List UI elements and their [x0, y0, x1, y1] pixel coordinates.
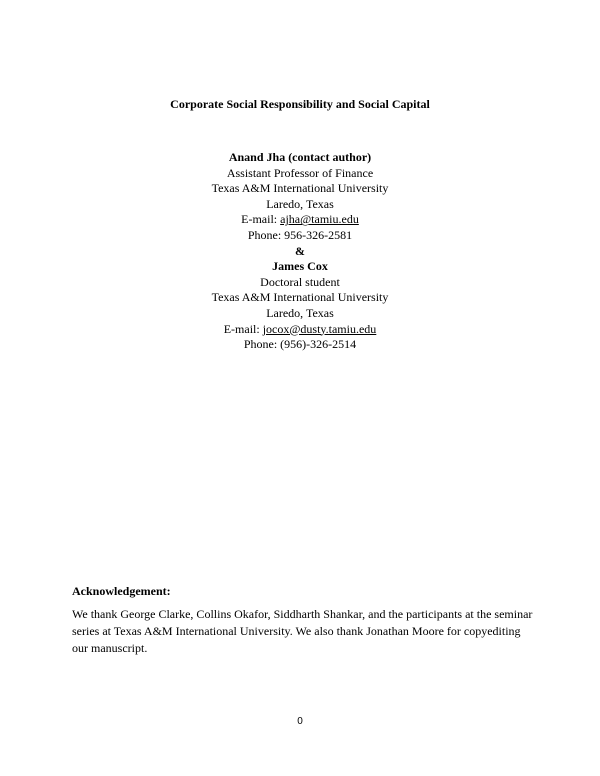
author2-phone: Phone: (956)-326-2514: [243, 337, 357, 352]
acknowledgement-line: series at Texas A&M International University. We also thank Jonathan Moore for copyediting: [72, 624, 521, 638]
author1-location: Laredo, Texas: [266, 196, 334, 211]
acknowledgement-heading: Acknowledgement:: [72, 584, 171, 598]
author2-location: Laredo, Texas: [266, 305, 334, 320]
paper-title: Corporate Social Responsibility and Social Capital: [170, 97, 430, 111]
acknowledgement-text: [72, 606, 542, 657]
author2-institution: Texas A&M International University: [211, 290, 389, 305]
author-block: [0, 150, 600, 353]
author1-name: Anand Jha (contact author): [228, 150, 372, 164]
author2-email-label: E-mail:: [223, 321, 263, 336]
author2-email-line: [0, 322, 600, 338]
author2-name: James Cox: [272, 259, 328, 274]
author1-institution: Texas A&M International University: [211, 181, 389, 196]
author1-email-link[interactable]: ajha@tamiu.edu: [280, 212, 359, 227]
page-number: 0: [297, 716, 303, 727]
acknowledgement-line: our manuscript.: [72, 641, 148, 655]
author1-email-label: E-mail:: [241, 212, 281, 227]
author2-position: Doctoral student: [260, 274, 340, 289]
author-separator: &: [295, 243, 305, 258]
author1-position: Assistant Professor of Finance: [226, 165, 374, 180]
author2-email-link[interactable]: jocox@dusty.tamiu.edu: [262, 321, 377, 336]
author1-phone: Phone: 956-326-2581: [247, 227, 353, 242]
author1-email-line: [0, 212, 600, 228]
acknowledgement-line: We thank George Clarke, Collins Okafor, Siddharth Shankar, and the participants at the seminar: [72, 607, 533, 621]
